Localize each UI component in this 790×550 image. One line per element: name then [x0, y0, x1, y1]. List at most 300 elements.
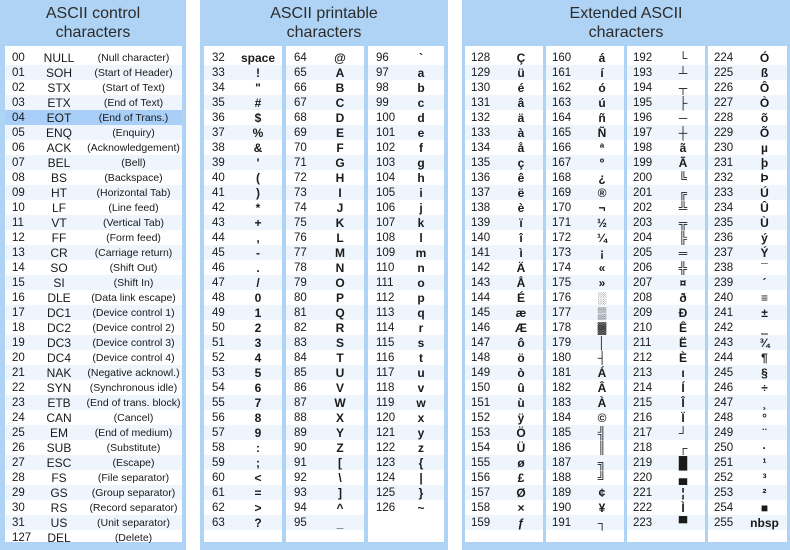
character-cell: 0	[254, 290, 262, 305]
table-row[interactable]	[465, 380, 543, 395]
table-row[interactable]	[627, 185, 705, 200]
table-row[interactable]	[204, 65, 282, 80]
table-row[interactable]	[627, 125, 705, 140]
table-row[interactable]	[465, 485, 543, 500]
table-row[interactable]	[465, 440, 543, 455]
table-row[interactable]	[708, 485, 787, 500]
abbreviation-cell: BS	[50, 170, 67, 185]
table-row[interactable]	[5, 215, 182, 230]
table-row[interactable]	[204, 110, 282, 125]
table-row[interactable]	[627, 335, 705, 350]
table-row[interactable]	[708, 275, 787, 290]
table-row[interactable]	[5, 200, 182, 215]
table-row[interactable]	[286, 140, 364, 155]
table-row[interactable]	[708, 65, 787, 80]
table-row[interactable]	[546, 350, 624, 365]
table-row[interactable]	[627, 350, 705, 365]
character-cell: ®	[597, 185, 607, 200]
table-row[interactable]	[546, 230, 624, 245]
table-row[interactable]	[204, 230, 282, 245]
table-row[interactable]	[5, 500, 182, 515]
table-row[interactable]	[204, 485, 282, 500]
table-row[interactable]	[368, 260, 444, 275]
table-row[interactable]	[627, 50, 705, 65]
table-row[interactable]	[465, 305, 543, 320]
table-row[interactable]	[465, 275, 543, 290]
table-row[interactable]	[465, 110, 543, 125]
character-cell: ·	[762, 440, 767, 455]
table-row[interactable]	[204, 245, 282, 260]
table-row[interactable]	[5, 440, 182, 455]
character-cell: ▀	[678, 515, 688, 530]
table-row[interactable]	[546, 140, 624, 155]
table-row[interactable]	[627, 305, 705, 320]
table-row[interactable]	[204, 80, 282, 95]
table-row[interactable]	[708, 140, 787, 155]
table-row[interactable]	[708, 365, 787, 380]
table-row[interactable]	[627, 485, 705, 500]
table-row[interactable]	[546, 410, 624, 425]
table-row[interactable]	[204, 425, 282, 440]
table-row[interactable]	[286, 365, 364, 380]
table-row[interactable]	[627, 470, 705, 485]
table-row[interactable]	[5, 140, 182, 155]
table-row[interactable]	[627, 65, 705, 80]
table-row[interactable]	[465, 155, 543, 170]
table-row[interactable]	[204, 440, 282, 455]
table-row[interactable]	[708, 230, 787, 245]
table-row[interactable]	[286, 215, 364, 230]
table-row[interactable]	[465, 245, 543, 260]
table-row[interactable]	[368, 365, 444, 380]
table-row[interactable]	[627, 215, 705, 230]
table-row[interactable]	[5, 320, 182, 335]
table-row[interactable]	[368, 125, 444, 140]
table-row[interactable]	[627, 395, 705, 410]
table-row[interactable]	[204, 125, 282, 140]
table-row[interactable]	[627, 365, 705, 380]
table-row[interactable]	[204, 335, 282, 350]
table-row[interactable]	[5, 155, 182, 170]
abbreviation-cell: ETX	[47, 95, 71, 110]
table-row[interactable]	[546, 395, 624, 410]
table-row[interactable]	[286, 440, 364, 455]
table-row[interactable]	[465, 320, 543, 335]
code-cell: 213	[633, 366, 653, 379]
table-row[interactable]	[368, 320, 444, 335]
character-cell: p	[417, 290, 425, 305]
table-row[interactable]	[286, 290, 364, 305]
character-cell: z	[418, 440, 424, 455]
table-row[interactable]	[465, 470, 543, 485]
table-row[interactable]	[204, 395, 282, 410]
table-row[interactable]	[708, 185, 787, 200]
table-row[interactable]	[204, 455, 282, 470]
table-row[interactable]	[627, 380, 705, 395]
table-row[interactable]	[546, 515, 624, 530]
character-cell: ç	[517, 155, 525, 170]
table-row[interactable]	[204, 290, 282, 305]
code-cell: 206	[633, 261, 653, 274]
table-row[interactable]	[465, 350, 543, 365]
character-cell: ì	[519, 245, 523, 260]
table-row[interactable]	[627, 80, 705, 95]
table-row[interactable]	[5, 305, 182, 320]
table-row[interactable]	[627, 275, 705, 290]
table-row[interactable]	[546, 50, 624, 65]
table-row[interactable]	[5, 260, 182, 275]
table-row[interactable]	[708, 410, 787, 425]
table-row[interactable]	[5, 455, 182, 470]
table-row[interactable]	[546, 110, 624, 125]
table-row[interactable]	[627, 500, 705, 515]
table-row[interactable]	[627, 230, 705, 245]
table-row[interactable]	[204, 380, 282, 395]
table-row[interactable]	[465, 515, 543, 530]
table-row[interactable]	[368, 410, 444, 425]
table-row[interactable]	[708, 335, 787, 350]
table-row[interactable]	[204, 275, 282, 290]
table-row[interactable]	[286, 185, 364, 200]
character-cell: nbsp	[750, 515, 779, 530]
table-row[interactable]	[546, 260, 624, 275]
table-row[interactable]	[5, 125, 182, 140]
code-cell: 72	[294, 171, 307, 184]
table-row[interactable]	[627, 110, 705, 125]
table-row[interactable]	[546, 305, 624, 320]
table-row[interactable]	[465, 500, 543, 515]
table-row[interactable]	[465, 395, 543, 410]
code-cell: 173	[552, 246, 572, 259]
table-row[interactable]	[368, 305, 444, 320]
table-row[interactable]	[204, 500, 282, 515]
table-row[interactable]	[286, 110, 364, 125]
table-row[interactable]	[204, 515, 282, 530]
character-cell: ┘	[678, 425, 688, 440]
table-row[interactable]	[627, 515, 705, 530]
table-row[interactable]	[286, 455, 364, 470]
table-row[interactable]	[465, 455, 543, 470]
table-row[interactable]	[368, 170, 444, 185]
table-row[interactable]	[286, 380, 364, 395]
code-cell: 99	[376, 96, 389, 109]
code-cell: 200	[633, 171, 653, 184]
table-row[interactable]	[708, 290, 787, 305]
table-row[interactable]	[708, 425, 787, 440]
table-row[interactable]	[368, 95, 444, 110]
table-row[interactable]	[5, 380, 182, 395]
table-row[interactable]	[708, 110, 787, 125]
table-row[interactable]	[5, 530, 182, 545]
table-row[interactable]	[708, 515, 787, 530]
table-row[interactable]	[5, 245, 182, 260]
table-row[interactable]	[286, 515, 364, 530]
table-row[interactable]	[708, 155, 787, 170]
table-row[interactable]	[204, 305, 282, 320]
table-row[interactable]	[465, 65, 543, 80]
table-row[interactable]	[708, 260, 787, 275]
table-row[interactable]	[708, 50, 787, 65]
table-row[interactable]	[708, 350, 787, 365]
table-row[interactable]	[286, 470, 364, 485]
table-row[interactable]	[368, 200, 444, 215]
code-cell: 14	[12, 261, 25, 274]
table-row[interactable]	[286, 65, 364, 80]
table-row[interactable]	[286, 320, 364, 335]
table-row[interactable]	[204, 200, 282, 215]
table-row[interactable]	[546, 155, 624, 170]
table-row[interactable]	[708, 95, 787, 110]
table-row[interactable]	[627, 140, 705, 155]
character-cell: ]	[338, 485, 342, 500]
code-cell: 26	[12, 441, 25, 454]
code-cell: 199	[633, 156, 653, 169]
table-row[interactable]	[368, 425, 444, 440]
table-row[interactable]	[708, 440, 787, 455]
description-cell: (Form feed)	[106, 231, 161, 244]
table-row[interactable]	[368, 455, 444, 470]
table-row[interactable]	[465, 140, 543, 155]
printable-column-2	[286, 46, 364, 542]
table-row[interactable]	[546, 95, 624, 110]
table-row[interactable]	[627, 260, 705, 275]
table-row[interactable]	[465, 200, 543, 215]
table-row[interactable]	[546, 440, 624, 455]
table-row[interactable]	[5, 275, 182, 290]
code-cell: 54	[212, 381, 225, 394]
table-row[interactable]	[5, 95, 182, 110]
table-row[interactable]	[286, 350, 364, 365]
table-row[interactable]	[5, 230, 182, 245]
character-cell: ¥	[598, 500, 606, 515]
table-row[interactable]	[204, 260, 282, 275]
character-cell: Þ	[760, 170, 769, 185]
table-row[interactable]	[286, 305, 364, 320]
table-row[interactable]	[465, 365, 543, 380]
table-row[interactable]	[465, 185, 543, 200]
table-row[interactable]	[465, 425, 543, 440]
table-row[interactable]	[546, 485, 624, 500]
table-row[interactable]	[708, 215, 787, 230]
character-cell: `	[419, 50, 423, 65]
table-row[interactable]	[708, 320, 787, 335]
table-row[interactable]	[286, 95, 364, 110]
table-row[interactable]	[286, 125, 364, 140]
table-row[interactable]	[286, 485, 364, 500]
table-row[interactable]	[368, 80, 444, 95]
table-row[interactable]	[204, 350, 282, 365]
table-row[interactable]	[286, 260, 364, 275]
table-row[interactable]	[286, 500, 364, 515]
table-row[interactable]	[286, 275, 364, 290]
table-row[interactable]	[204, 410, 282, 425]
character-cell: ┐	[597, 515, 607, 530]
table-row[interactable]	[627, 170, 705, 185]
table-row[interactable]	[286, 335, 364, 350]
abbreviation-cell: SO	[50, 260, 68, 275]
table-row[interactable]	[368, 350, 444, 365]
table-row[interactable]	[286, 155, 364, 170]
description-cell: (Delete)	[114, 531, 153, 544]
table-row[interactable]	[286, 230, 364, 245]
table-row[interactable]	[546, 170, 624, 185]
table-row[interactable]	[627, 155, 705, 170]
table-row[interactable]	[708, 470, 787, 485]
printable-characters-panel	[200, 0, 448, 550]
table-row[interactable]	[368, 110, 444, 125]
table-row[interactable]	[5, 410, 182, 425]
table-row[interactable]	[627, 440, 705, 455]
table-row[interactable]	[465, 80, 543, 95]
table-row[interactable]	[627, 290, 705, 305]
description-cell: (Start of Header)	[94, 66, 173, 79]
table-row[interactable]	[368, 230, 444, 245]
table-row[interactable]	[546, 470, 624, 485]
table-row[interactable]	[708, 305, 787, 320]
table-row[interactable]	[708, 455, 787, 470]
code-cell: 08	[12, 171, 25, 184]
table-row[interactable]	[204, 95, 282, 110]
table-row[interactable]	[368, 215, 444, 230]
table-row[interactable]	[368, 440, 444, 455]
table-row[interactable]	[286, 245, 364, 260]
table-row[interactable]	[708, 500, 787, 515]
table-row[interactable]	[204, 185, 282, 200]
character-cell: Y	[335, 425, 344, 440]
character-cell: ø	[517, 455, 525, 470]
table-row[interactable]	[5, 110, 182, 125]
table-row[interactable]	[286, 410, 364, 425]
table-row[interactable]	[546, 65, 624, 80]
table-row[interactable]	[546, 80, 624, 95]
code-cell: 92	[294, 471, 307, 484]
table-row[interactable]	[368, 470, 444, 485]
table-row[interactable]	[546, 500, 624, 515]
table-row[interactable]	[546, 380, 624, 395]
table-row[interactable]	[708, 125, 787, 140]
table-row[interactable]	[5, 80, 182, 95]
table-row[interactable]	[546, 125, 624, 140]
table-row[interactable]	[204, 470, 282, 485]
table-row[interactable]	[368, 185, 444, 200]
table-row[interactable]	[204, 50, 282, 65]
table-row[interactable]	[5, 290, 182, 305]
table-row[interactable]	[465, 50, 543, 65]
table-row[interactable]	[465, 95, 543, 110]
table-row[interactable]	[286, 80, 364, 95]
table-row[interactable]	[708, 395, 787, 410]
table-row[interactable]	[627, 455, 705, 470]
table-row[interactable]	[204, 320, 282, 335]
character-cell: W	[334, 395, 346, 410]
table-row[interactable]	[368, 275, 444, 290]
table-row[interactable]	[546, 290, 624, 305]
table-row[interactable]	[708, 245, 787, 260]
table-row[interactable]	[286, 200, 364, 215]
table-row[interactable]	[546, 335, 624, 350]
table-row[interactable]	[204, 365, 282, 380]
table-row[interactable]	[546, 200, 624, 215]
table-row[interactable]	[546, 275, 624, 290]
table-row[interactable]	[204, 215, 282, 230]
table-row[interactable]	[5, 425, 182, 440]
table-row[interactable]	[368, 155, 444, 170]
table-row[interactable]	[5, 350, 182, 365]
table-row[interactable]	[5, 65, 182, 80]
table-row[interactable]	[627, 320, 705, 335]
table-row[interactable]	[465, 170, 543, 185]
table-row[interactable]	[5, 50, 182, 65]
table-row[interactable]	[5, 170, 182, 185]
table-row[interactable]	[5, 185, 182, 200]
table-row[interactable]	[5, 365, 182, 380]
table-row[interactable]	[368, 140, 444, 155]
code-cell: 204	[633, 231, 653, 244]
table-row[interactable]	[465, 335, 543, 350]
table-row[interactable]	[204, 140, 282, 155]
table-row[interactable]	[368, 65, 444, 80]
table-row[interactable]	[708, 170, 787, 185]
table-row[interactable]	[368, 380, 444, 395]
code-cell: 106	[376, 201, 396, 214]
table-row[interactable]	[368, 290, 444, 305]
table-row[interactable]	[627, 245, 705, 260]
table-row[interactable]	[286, 50, 364, 65]
table-row[interactable]	[546, 455, 624, 470]
table-row[interactable]	[708, 200, 787, 215]
table-row[interactable]	[5, 335, 182, 350]
table-row[interactable]	[708, 80, 787, 95]
table-row[interactable]	[627, 410, 705, 425]
table-row[interactable]	[5, 485, 182, 500]
table-row[interactable]	[465, 290, 543, 305]
table-row[interactable]	[204, 170, 282, 185]
table-row[interactable]	[627, 425, 705, 440]
table-row[interactable]	[465, 215, 543, 230]
table-row[interactable]	[5, 395, 182, 410]
table-row[interactable]	[368, 50, 444, 65]
table-row[interactable]	[627, 200, 705, 215]
table-row[interactable]	[546, 215, 624, 230]
code-cell: 21	[12, 366, 25, 379]
table-row[interactable]	[286, 170, 364, 185]
table-row[interactable]	[546, 185, 624, 200]
table-row[interactable]	[546, 320, 624, 335]
table-row[interactable]	[546, 365, 624, 380]
table-row[interactable]	[465, 410, 543, 425]
table-row[interactable]	[627, 95, 705, 110]
table-row[interactable]	[204, 155, 282, 170]
table-row[interactable]	[286, 425, 364, 440]
table-row[interactable]	[368, 500, 444, 515]
table-row[interactable]	[546, 245, 624, 260]
table-row[interactable]	[546, 425, 624, 440]
table-row[interactable]	[368, 395, 444, 410]
code-cell: 228	[714, 111, 734, 124]
table-row[interactable]	[465, 230, 543, 245]
table-row[interactable]	[368, 245, 444, 260]
table-row[interactable]	[708, 380, 787, 395]
code-cell: 148	[471, 351, 491, 364]
table-row[interactable]	[5, 515, 182, 530]
table-row[interactable]	[286, 395, 364, 410]
table-row[interactable]	[465, 260, 543, 275]
table-row[interactable]	[465, 125, 543, 140]
table-row[interactable]	[5, 470, 182, 485]
character-cell: U	[335, 365, 345, 380]
table-row[interactable]	[368, 485, 444, 500]
table-row[interactable]	[368, 335, 444, 350]
